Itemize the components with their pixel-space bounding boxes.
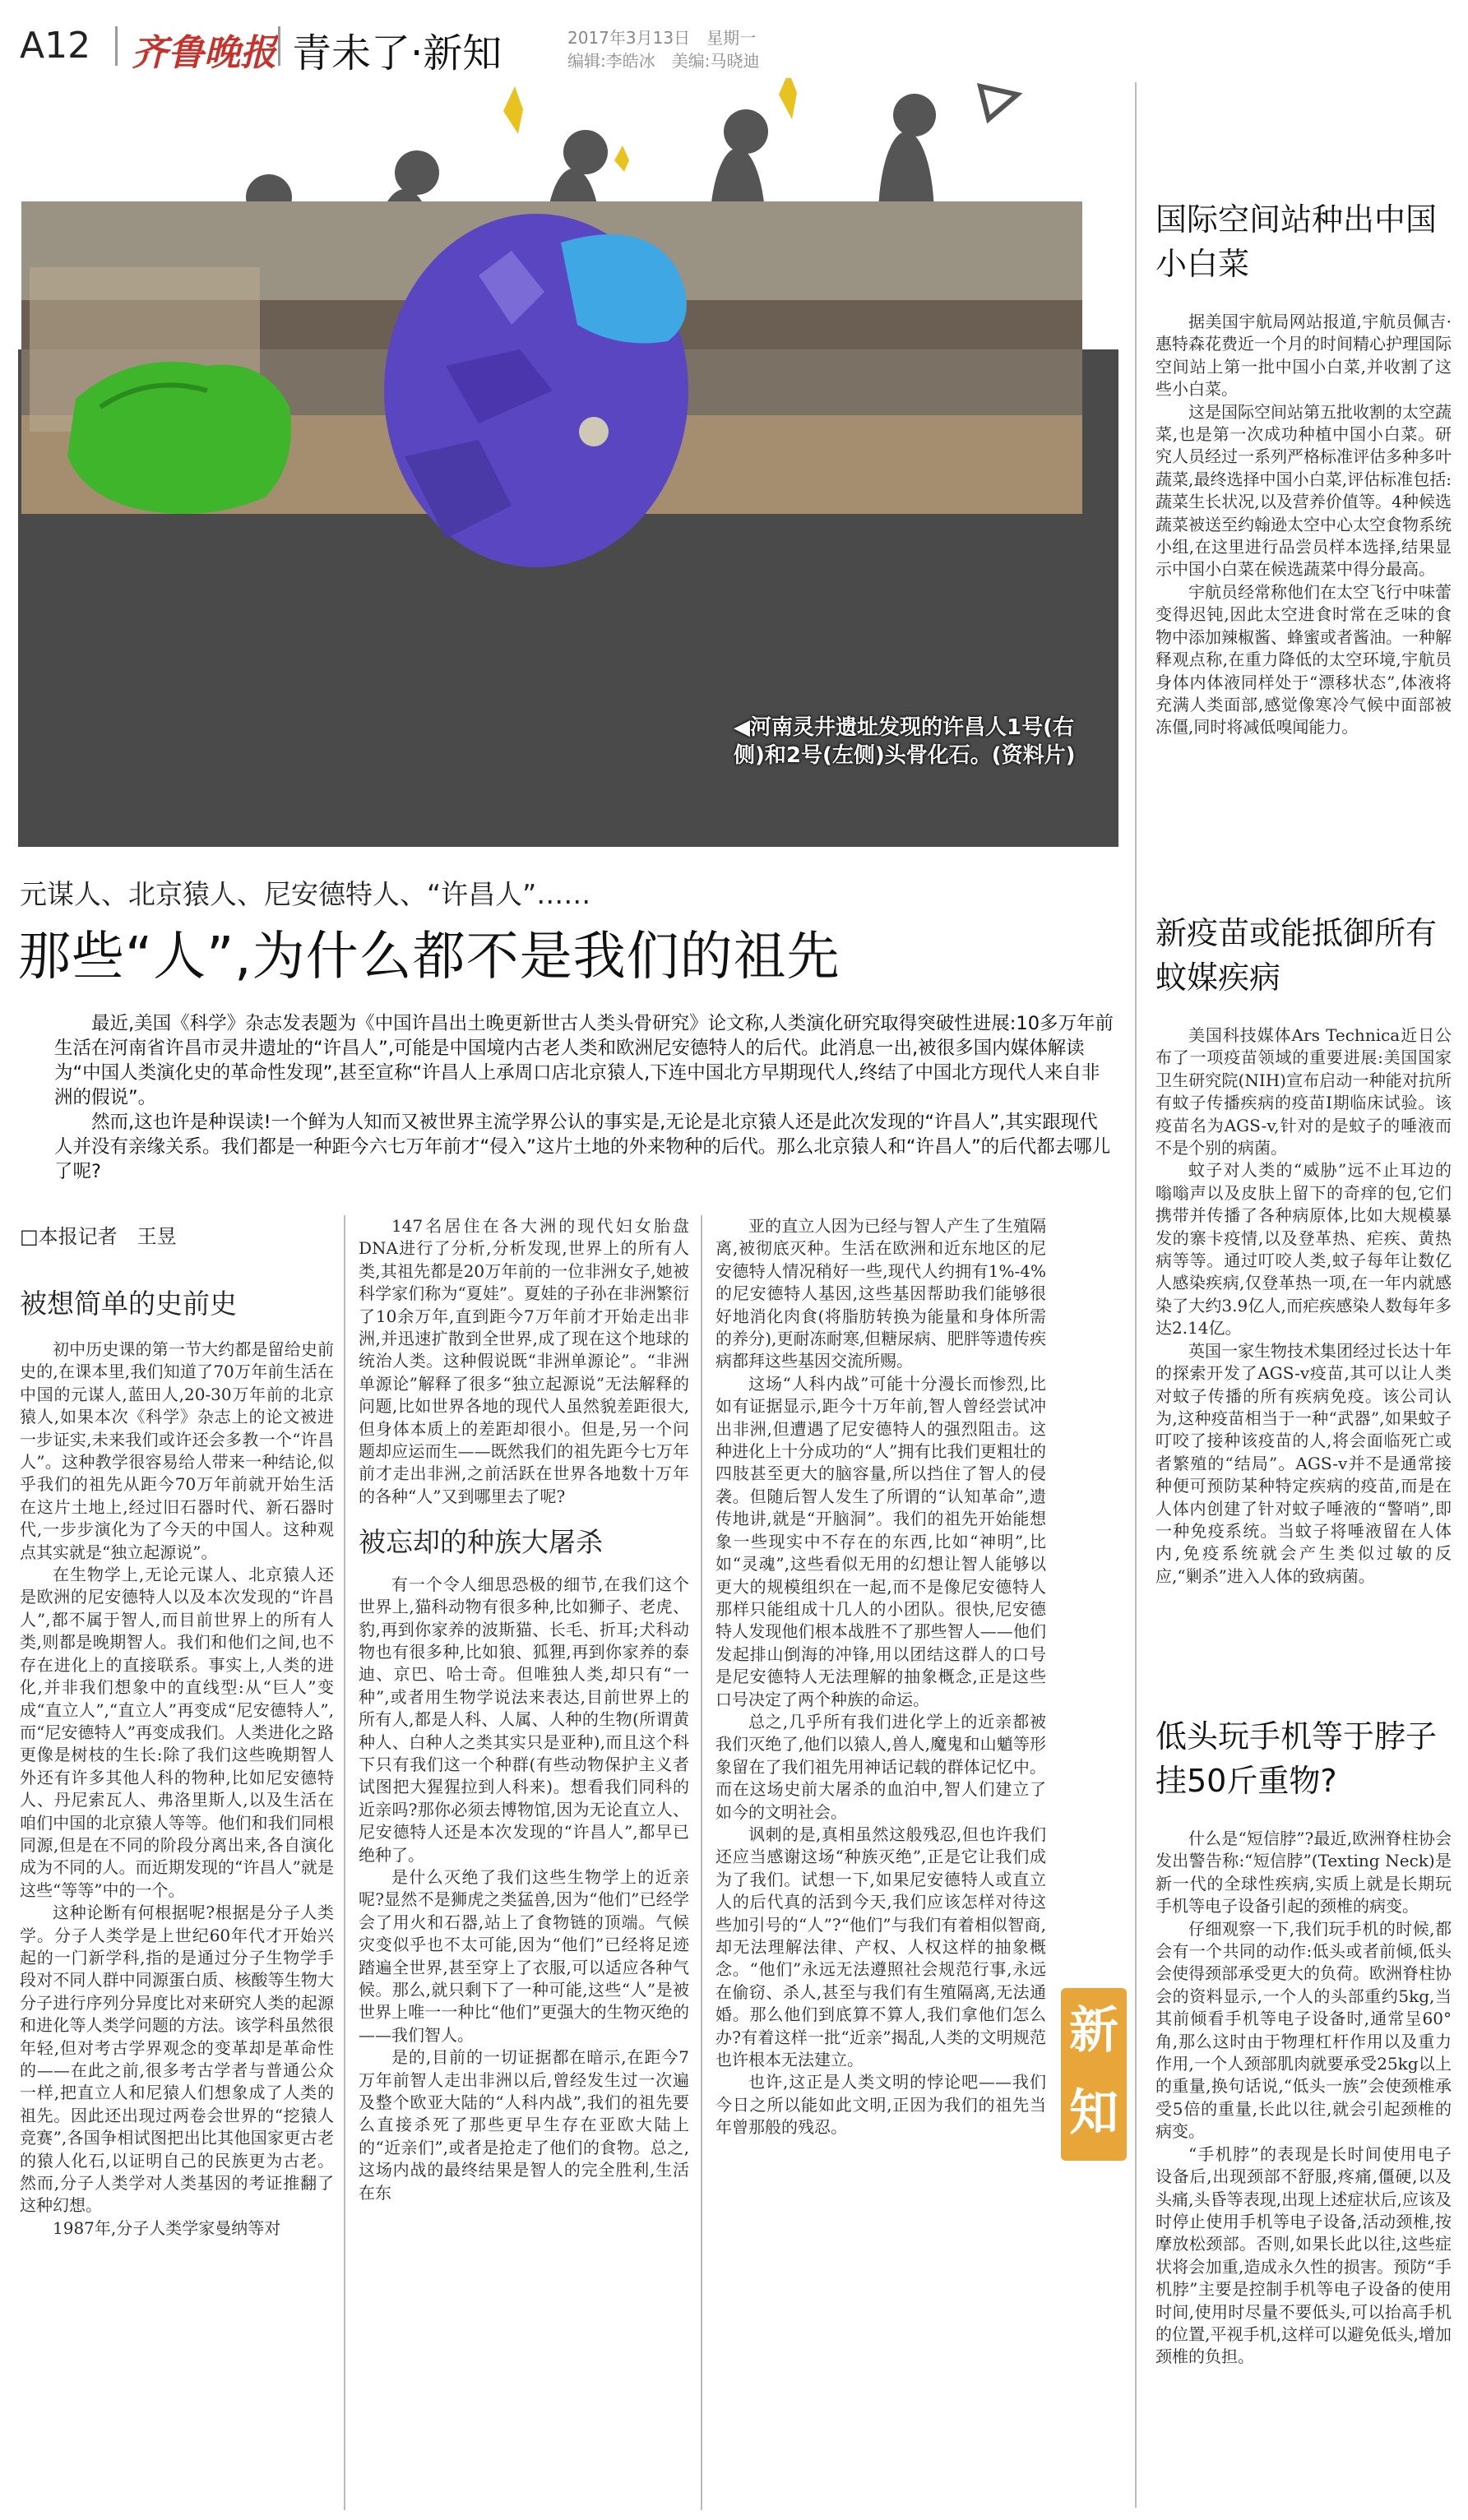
brief-body	[1155, 1828, 1452, 2369]
paragraph: 是的,目前的一切证据都在暗示,在距今7万年前智人走出非洲以后,曾经发生过一次遍及整个欧亚大陆的“人科内战”,我们的祖先要么直接杀死了那些更早生存在亚欧大陆上的“近亲们”,或者是抢走了他们的食物。总之,这场内战的最终结果是智人的完全胜利,生活在东	[359, 2047, 689, 2203]
news-brief-3	[1155, 1714, 1452, 2369]
skull-fossil-2-green	[67, 362, 291, 514]
paragraph: “手机脖”的表现是长时间使用电子设备后,出现颈部不舒服,疼痛,僵硬,以及头痛,头昏等表现,出现上述症状后,应该及时停止使用手机等电子设备,活动颈椎,按摩放松颈部。否则,如果长此以往,这些症状将会加重,造成永久性的损害。预防“手机脖”主要是控制手机等电子设备的使用时间,使用时尽量不要低头,可以抬高手机的位置,平视手机,这样可以避免低头,增加颈椎的负担。	[1155, 2143, 1452, 2367]
paragraph: 宇航员经常称他们在太空飞行中味蕾变得迟钝,因此太空进食时常在乏味的食物中添加辣椒酱、蜂蜜或者酱油。一种解释观点称,在重力降低的太空环境,宇航员身体内体液同样处于“漂移状态”,体液将充满人类面部,感觉像寒冷气候中面部被冻僵,同时将减低嗅闻能力。	[1155, 581, 1452, 738]
badge-char: 知	[1069, 2084, 1118, 2142]
brief-title: 新疫苗或能抵御所有蚊媒疾病	[1155, 915, 1438, 996]
photo-caption: ◀河南灵井遗址发现的许昌人1号(右侧)和2号(左侧)头骨化石。(资料片)	[734, 715, 1076, 768]
header-divider	[278, 26, 280, 66]
date-line: 2017年3月13日 星期一	[567, 28, 757, 48]
article-column-3	[715, 1215, 1046, 2139]
paragraph: 这是国际空间站第五批收割的太空蔬菜,也是第一次成功种植中国小白菜。研究人员经过一系列严格标准评估多种多叶蔬菜,最终选择中国小白菜,评估标准包括:蔬菜生长状况,以及营养价值等。4种候选蔬菜被送至约翰逊太空中心太空食物系统小组,在这里进行品尝员样本选择,结果显示中国小白菜在候选蔬菜中得分最高。	[1155, 401, 1452, 580]
paragraph: 蚊子对人类的“威胁”远不止耳边的嗡嗡声以及皮肤上留下的奇痒的包,它们携带并传播了各种病原体,比如大规模暴发的寨卡疫情,以及登革热、疟疾、黄热病等等。通过叮咬人类,蚊子每年让数亿人感染疾病,仅登革热一项,在一年内就感染了大约3.9亿人,而疟疾感染人数每年多达2.14亿。	[1155, 1160, 1452, 1339]
paragraph: 英国一家生物技术集团经过长达十年的探索开发了AGS-v疫苗,其可以让人类对蚊子传播的所有疾病免疫。该公司认为,这种疫苗相当于一种“武器”,如果蚊子叮咬了接种该疫苗的人,将会面临死亡或者繁殖的“结局”。AGS-v并不是通常接种便可预防某种特定疾病的疫苗,而是在人体内创建了针对蚊子唾液的“警哨”,即一种免疫系统。当蚊子将唾液留在人体内,免疫系统就会产生类似过敏的反应,“剿杀”进入人体的致病菌。	[1155, 1340, 1452, 1586]
paragraph: 什么是“短信脖”?最近,欧洲脊柱协会发出警告称:“短信脖”(Texting Neck)是新一代的全球性疾病,实质上就是长期玩手机等电子设备引起的颈椎的病变。	[1155, 1829, 1452, 1917]
news-brief-2	[1155, 911, 1452, 1588]
paragraph: 亚的直立人因为已经与智人产生了生殖隔离,被彻底灭种。生活在欧洲和近东地区的尼安德特人情况稍好一些,现代人约拥有1%-4%的尼安德特人基因,这些基因帮助我们能够很好地消化肉食(将脂肪转换为能量和身体所需的养分),更耐冻耐寒,但糖尿病、肥胖等遗传疾病都拜这些基因交流所赐。	[715, 1216, 1046, 1371]
paragraph: 美国科技媒体Ars Technica近日公布了一项疫苗领域的重要进展:美国国家卫生研究院(NIH)宣布启动一种能对抗所有蚊子传播疾病的疫苗Ⅰ期临床试验。该疫苗名为AGS-v,针对的是蚊子的唾液而不是个别的病菌。	[1155, 1025, 1452, 1158]
badge-char: 新	[1069, 2002, 1118, 2060]
paragraph: 有一个令人细思恐极的细节,在我们这个世界上,猫科动物有很多种,比如狮子、老虎、豹,再到你家养的波斯猫、长毛、折耳;犬科动物也有很多种,比如狼、狐狸,再到你家养的泰迪、京巴、哈士奇。但唯独人类,却只有“一种”,或者用生物学说法来表达,目前世界上的所有人,都是人科、人属、人种的生物(所谓黄种人、白种人之类其实只是亚种),而且这个科下只有我们这一个种群(有些动物保护主义者试图把大猩猩拉到人科来)。想看我们同科的近亲吗?那你必须去博物馆,因为无论直立人、尼安德特人还是本次发现的“许昌人”,都早已绝种了。	[359, 1574, 689, 1865]
paragraph: 是什么灭绝了我们这些生物学上的近亲呢?显然不是狮虎之类猛兽,因为“他们”已经学会了用火和石器,站上了食物链的顶端。气候灾变似乎也不太可能,因为“他们”已经将足迹踏遍全世界,甚至穿上了衣服,可以适应各种气候。那么,就只剩下了一种可能,这些“人”是被世界上唯一一种比“他们”更强大的生物灭绝的——我们智人。	[359, 1866, 689, 2045]
paragraph: 也许,这正是人类文明的悖论吧——我们今日之所以能如此文明,正因为我们的祖先当年曾那般的残忍。	[715, 2072, 1046, 2138]
news-brief-1	[1155, 197, 1452, 739]
article-column-2	[359, 1215, 689, 2204]
section-title: 青未了·新知	[292, 30, 502, 76]
masthead	[0, 0, 1468, 74]
column-divider	[344, 1215, 345, 2510]
paragraph: 讽刺的是,真相虽然这般残忍,但也许我们还应当感谢这场“种族灭绝”,正是它让我们成为了我们。试想一下,如果尼安德特人或直立人的后代真的活到今天,我们应该怎样对待这些加引号的“人”?“他们”与我们有着相似智商,却无法理解法律、产权、人权这样的抽象概念。“他们”永远无法遵照社会规范行事,永远在偷窃、杀人,甚至与我们有生殖隔离,无法通婚。那么他们到底算不算人,我们拿他们怎么办?有着这样一批“近亲”揭乱,人类的文明规范也许根本无法建立。	[715, 1824, 1046, 2070]
brief-body	[1155, 311, 1452, 739]
headline: 那些“人”,为什么都不是我们的祖先	[18, 927, 841, 987]
brief-body	[1155, 1024, 1452, 1588]
lead-paragraphs	[54, 1011, 1115, 1184]
subhead: 被想简单的史前史	[20, 1288, 237, 1320]
brief-title: 国际空间站种出中国小白菜	[1155, 201, 1438, 282]
kicker: 元谋人、北京猿人、尼安德特人、“许昌人”……	[20, 878, 591, 910]
byline: □本报记者 王昱	[20, 1225, 177, 1248]
paragraph: 总之,几乎所有我们进化学上的近亲都被我们灭绝了,他们以猿人,兽人,魔鬼和山魈等形象留在了我们祖先用神话记载的群体记忆中。而在这场史前大屠杀的血泊中,智人们建立了如今的文明社会。	[715, 1711, 1046, 1822]
paragraph: 这种论断有何根据呢?根据是分子人类学。分子人类学是上世纪60年代才开始兴起的一门新学科,指的是通过分子生物学手段对不同人群中同源蛋白质、核酸等生物大分子进行序列分异度比对来研究人类的起源和进化等人类学问题的方法。该学科虽然很年轻,但对考古学界观念的变革却是革命性的——在此之前,很多考古学者与普通公众一样,把直立人和尼猿人们想象成了人类的祖先。因此还出现过两卷会世界的“挖猿人竞赛”,各国争相试图把出比其他国家更古老的猿人化石,以证明自己的民族更为古老。然而,分子人类学对人类基因的考证推翻了这种幻想。	[20, 1903, 334, 2216]
column-divider	[1135, 82, 1137, 2508]
paragraph: 在生物学上,无论元谋人、北京猿人还是欧洲的尼安德特人以及本次发现的“许昌人”,都不属于智人,而目前世界上的所有人类,则都是晚期智人。我们和他们之间,也不存在进化上的直接联系。事实上,人类的进化,并非我们想象中的直线型:从“巨人”变成“直立人”,“直立人”再变成“尼安德特人”,而“尼安德特人”再变成我们。人类进化之路更像是树枝的生长:除了我们这些晚期智人外还有许多其他人科的物种,比如尼安德特人、丹尼索瓦人、弗洛里斯人,以及生活在咱们中国的北京猿人等等。他们和我们同根同源,但是在不同的阶段分离出来,各自演化成为不同的人。而近期发现的“许昌人”就是这些“等等”中的一个。	[20, 1565, 334, 1900]
paper-logo: 齐鲁晚报	[132, 32, 276, 74]
skull-fossil-1-blue	[384, 214, 688, 567]
page-number: A12	[20, 25, 91, 67]
spear-tip	[980, 86, 1017, 119]
paragraph: 据美国宇航局网站报道,宇航员佩吉·惠特森花费近一个月的时间精心护理国际空间站上第一批中国小白菜,并收割了这些小白菜。	[1155, 312, 1452, 400]
section-badge-label	[1061, 1990, 1127, 2154]
paragraph: 初中历史课的第一节大约都是留给史前史的,在课本里,我们知道了70万年前生活在中国的元谋人,蓝田人,20-30万年前的北京猿人,如果本次《科学》杂志上的论文被进一步证实,未来我们或许还会多教一个“许昌人”。这种教学很容易给人带来一种结论,似乎我们的祖先从距今70万年前就开始生活在这片土地上,经过旧石器时代、新石器时代,一步步演化为了今天的中国人。这种观点其实就是“独立起源说”。	[20, 1339, 334, 1562]
paragraph: 这场“人科内战”可能十分漫长而惨烈,比如有证据显示,距今十万年前,智人曾经尝试冲出非洲,但遭遇了尼安德特人的强烈阻击。这种进化上十分成功的“人”拥有比我们更粗壮的四肢甚至更大的脑容量,所以挡住了智人的侵袭。但随后智人发生了所谓的“认知革命”,遗传地讲,就是“开脑洞”。我们的祖先开始能想象一些现实中不存在的东西,比如“神明”,比如“灵魂”,这些看似无用的幻想让智人能够以更大的规模组织在一起,而不是像尼安德特人那样只能组成十几人的小团队。很快,尼安德特人发现他们根本战胜不了那些智人——他们发起排山倒海的冲锋,用以团结这群人的口号是尼安德特人无法理解的抽象概念,正是这些口号决定了两个种族的命运。	[715, 1373, 1046, 1709]
brief-title: 低头玩手机等于脖子挂50斤重物?	[1155, 1718, 1438, 1799]
column-divider	[701, 1215, 702, 2510]
paragraph: 1987年,分子人类学家曼纳等对	[53, 2217, 281, 2238]
article-column-1	[20, 1339, 334, 2240]
subhead: 被忘却的种族大屠杀	[359, 1526, 603, 1559]
paragraph: 147名居住在各大洲的现代妇女胎盘DNA进行了分析,分析发现,世界上的所有人类,其祖先都是20万年前的一位非洲女子,她被科学家们称为“夏娃”。夏娃的子孙在非洲繁衍了10余万年,直到距今7万年前才开始走出非洲,并迅速扩散到全世界,成了现在这个地球的统治人类。这种假说既“非洲单源论”。“非洲单源论”解释了很多“独立起源说”无法解释的问题,比如世界各地的现代人虽然貌差距很大,但身体本质上的差距却很小。但是,另一个问题却应运而生——既然我们的祖先距今七万年前才走出非洲,之前活跃在世界各地数十万年的各种“人”又到哪里去了呢?	[359, 1216, 689, 1506]
lead-paragraph: 最近,美国《科学》杂志发表题为《中国许昌出土晚更新世古人类头骨研究》论文称,人类演化研究取得突破性进展:10多万年前生活在河南省许昌市灵井遗址的“许昌人”,可能是中国境内古老人类和欧洲尼安德特人的后代。此消息一出,被很多国内媒体解读为“中国人类演化史的革命性发现”,甚至宣称“许昌人上承周口店北京猿人,下连中国北方早期现代人,终结了中国北方现代人来自非洲的假说”。	[54, 1013, 1114, 1108]
editor-line: 编辑:李皓冰 美编:马晓迪	[567, 51, 760, 71]
paragraph: 仔细观察一下,我们玩手机的时候,都会有一个共同的动作:低头或者前倾,低头会使得颈部承受更大的负荷。欧洲脊柱协会的资料显示,一个人的头部重约5kg,当其前倾看手机等电子设备时,通常呈60°角,那么这时由于物理杠杆作用以及重力作用,一个人颈部肌肉就要承受25kg以上的重量,换句话说,“低头一族”会使颈椎承受5倍的重量,长此以往,就会引起颈椎的病变。	[1155, 1918, 1452, 2142]
lead-paragraph: 然而,这也许是种误读!一个鲜为人知而又被世界主流学界公认的事实是,无论是北京猿人还是此次发现的“许昌人”,其实跟现代人并没有亲缘关系。我们都是一种距今六七万年前才“侵入”这片土地的外来物种的后代。那么北京猿人和“许昌人”的后代都去哪儿了呢?	[54, 1112, 1111, 1182]
header-divider	[115, 26, 118, 66]
